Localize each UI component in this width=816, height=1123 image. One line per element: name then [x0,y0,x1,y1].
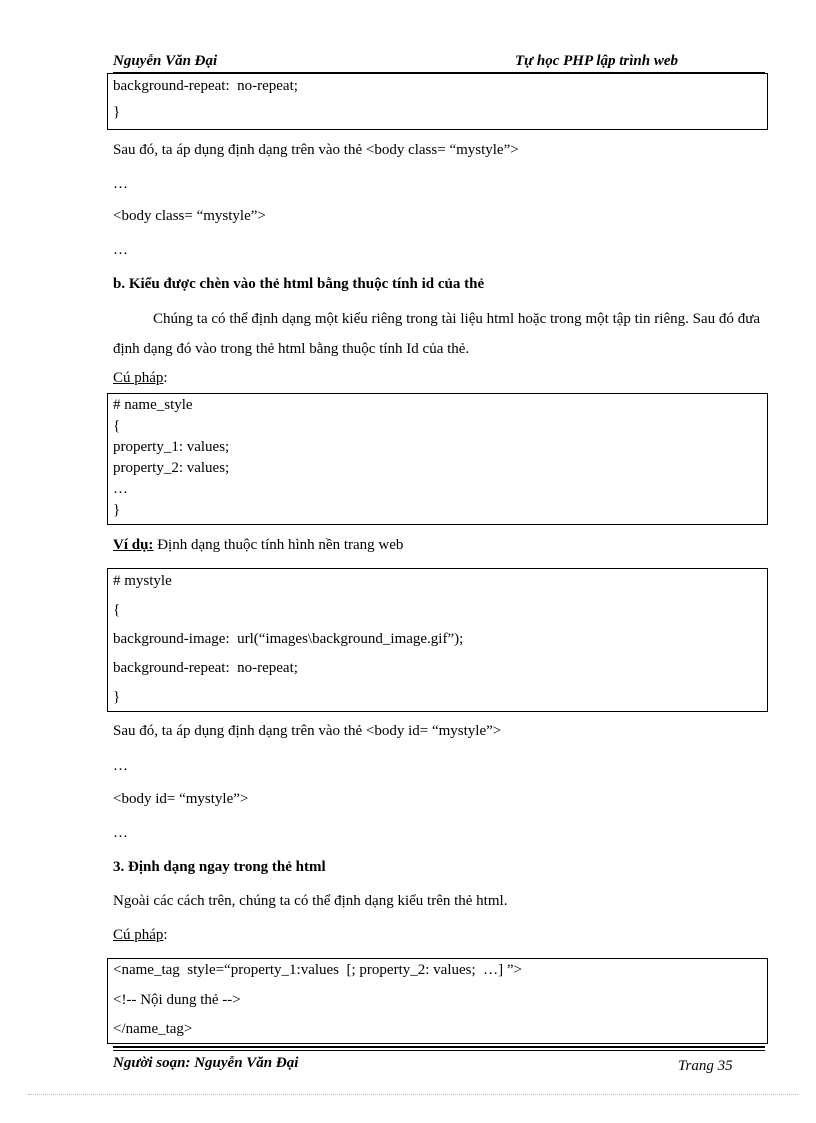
syntax-label-row [113,927,168,944]
code-line: … [113,481,128,497]
example-text: Định dạng thuộc tính hình nền trang web [153,537,404,553]
syntax-label-row [113,370,168,387]
code-line: { [113,602,121,618]
section-3-paragraph: Ngoài các cách trên, chúng ta có thể định dạng kiểu trên thẻ html. [113,893,508,909]
code-line: } [113,689,121,705]
code-line: <!-- Nội dung thẻ --> [113,992,241,1008]
code-line: } [113,502,121,518]
footer-author: Người soạn: Nguyễn Văn Đại [113,1055,299,1071]
header-title: Tự học PHP lập trình web [515,53,679,69]
section-b-paragraph: Chúng ta có thể định dạng một kiểu riêng trong tài liệu html hoặc trong một tập tin riêng. Sau đó đưa định dạng đó vào trong thẻ html bằng thuộc tính Id của thẻ. [113,311,760,357]
code-body-class: <body class= “mystyle”> [113,208,266,224]
code-line: # mystyle [113,573,172,589]
ellipsis: … [113,242,128,258]
paragraph-apply-class: Sau đó, ta áp dụng định dạng trên vào thẻ <body class= “mystyle”> [113,142,519,158]
syntax-label: Cú pháp [113,370,164,386]
code-line: { [113,418,121,434]
example-row [113,537,403,554]
page-bottom-dotted-edge [28,1094,798,1095]
code-line: # name_style [113,397,193,413]
header-author: Nguyễn Văn Đại [113,53,218,69]
example-label: Ví dụ: [113,537,154,553]
syntax-label: Cú pháp [113,927,164,943]
ellipsis: … [113,758,128,774]
syntax-colon: : [163,370,168,386]
code-line: property_1: values; [113,439,230,455]
syntax-colon: : [163,927,168,943]
code-line: background-image: url(“images\background_image.gif”); [113,631,464,647]
syntax-box [107,393,768,525]
ellipsis: … [113,176,128,192]
section-b-heading: b. Kiểu được chèn vào thẻ html bằng thuộc tính id của thẻ [113,276,485,292]
paragraph-apply-id: Sau đó, ta áp dụng định dạng trên vào thẻ <body id= “mystyle”> [113,723,502,739]
footer-rule-thick [113,1046,765,1048]
section-3-heading: 3. Định dạng ngay trong thẻ html [113,859,326,875]
code-line: <name_tag style=“property_1:values [; property_2: values; …] ”> [113,962,523,978]
ellipsis: … [113,825,128,841]
code-body-id: <body id= “mystyle”> [113,791,249,807]
code-line: </name_tag> [113,1021,193,1037]
code-line: property_2: values; [113,460,230,476]
footer-rule-thin [113,1050,765,1051]
code-line: background-repeat: no-repeat; [113,78,298,94]
code-line: background-repeat: no-repeat; [113,660,298,676]
code-line: } [113,104,121,120]
footer-page-number: Trang 35 [678,1058,733,1074]
